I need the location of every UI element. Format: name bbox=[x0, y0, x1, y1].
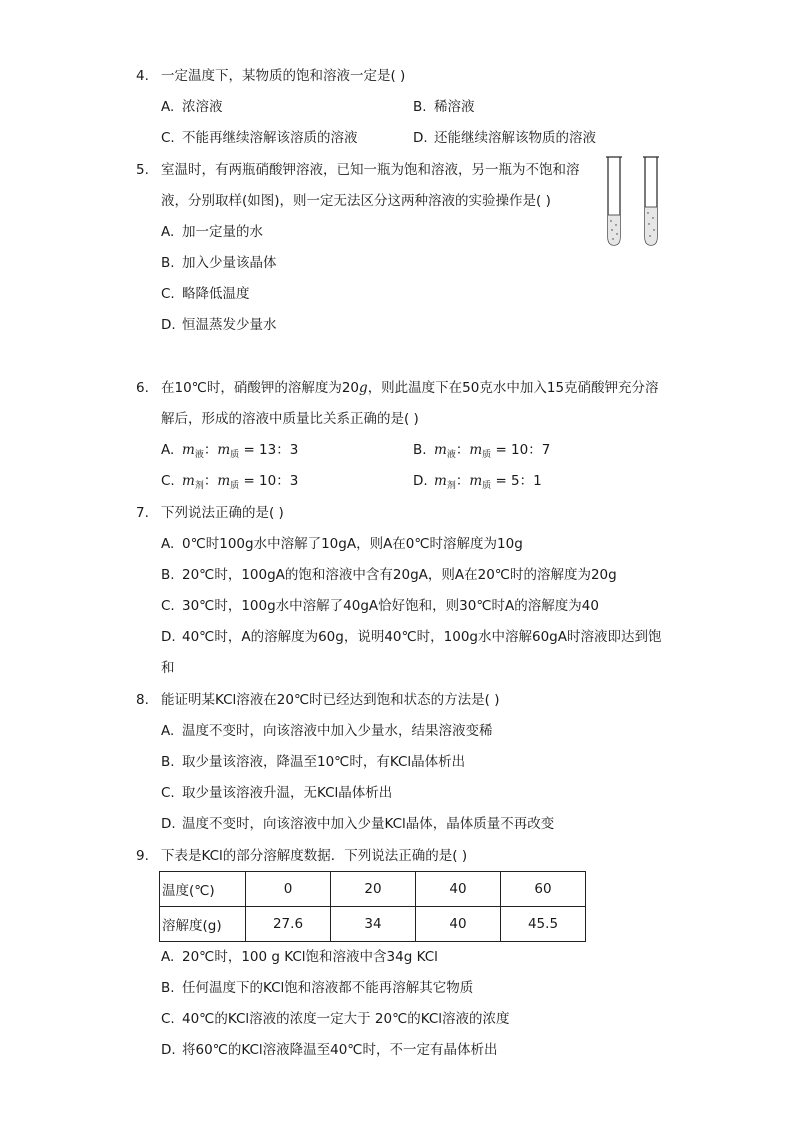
table-cell: 60 bbox=[501, 872, 586, 907]
solubility-table bbox=[159, 871, 586, 942]
question-5-stem-line2: 液，分别取样(如图)，则一定无法区分这两种溶液的实验操作是( ) bbox=[161, 193, 551, 209]
question-5-option-d[interactable]: D. 恒温蒸发少量水 bbox=[161, 317, 277, 333]
question-6-stem-line2: 解后，形成的溶液中质量比关系正确的是( ) bbox=[161, 411, 419, 427]
question-8-option-b[interactable]: B. 取少量该溶液，降温至10℃时，有KCl晶体析出 bbox=[161, 754, 466, 770]
question-5-number: 5. bbox=[136, 162, 149, 178]
question-9-option-a[interactable]: A. 20℃时，100 g KCl饱和溶液中含34g KCl bbox=[161, 949, 438, 965]
table-cell: 40 bbox=[416, 907, 501, 942]
test-tube-right-icon bbox=[643, 157, 659, 245]
question-8-number: 8. bbox=[136, 692, 149, 708]
table-header-temperature: 温度(℃) bbox=[160, 872, 246, 907]
table-cell: 0 bbox=[246, 872, 331, 907]
table-cell: 40 bbox=[416, 872, 501, 907]
table-row-temperature bbox=[160, 872, 586, 907]
question-7-option-a[interactable]: A. 0℃时100g水中溶解了10gA，则A在0℃时溶解度为10g bbox=[161, 536, 523, 552]
question-6-option-b[interactable]: B. $m_液$：$m_质 = 10$：7 bbox=[413, 442, 551, 460]
question-4-option-d[interactable]: D. 还能继续溶解该物质的溶液 bbox=[413, 130, 596, 146]
question-5-option-c[interactable]: C. 略降低温度 bbox=[161, 286, 250, 302]
question-4-option-b[interactable]: B. 稀溶液 bbox=[413, 99, 475, 115]
question-8-option-a[interactable]: A. 温度不变时，向该溶液中加入少量水，结果溶液变稀 bbox=[161, 723, 493, 739]
table-row-solubility bbox=[160, 907, 586, 942]
question-5-stem-line1: 室温时，有两瓶硝酸钾溶液，已知一瓶为饱和溶液，另一瓶为不饱和溶 bbox=[161, 162, 580, 178]
question-9-option-d[interactable]: D. 将60℃的KCl溶液降温至40℃时，不一定有晶体析出 bbox=[161, 1042, 498, 1058]
question-8-option-d[interactable]: D. 温度不变时，向该溶液中加入少量KCl晶体，晶体质量不再改变 bbox=[161, 816, 555, 832]
test-tubes-figure bbox=[600, 155, 670, 250]
question-4-option-c[interactable]: C. 不能再继续溶解该溶质的溶液 bbox=[161, 130, 358, 146]
question-7-option-b[interactable]: B. 20℃时，100gA的饱和溶液中含有20gA，则A在20℃时的溶解度为20g bbox=[161, 567, 617, 583]
question-4-option-a[interactable]: A. 浓溶液 bbox=[161, 99, 223, 115]
question-4-number: 4. bbox=[136, 68, 149, 84]
question-6-option-c[interactable]: C. $m_剂$：$m_质 = 10$：3 bbox=[161, 473, 299, 491]
question-4-stem: 一定温度下，某物质的饱和溶液一定是( ) bbox=[161, 68, 406, 84]
table-header-solubility: 溶解度(g) bbox=[160, 907, 246, 942]
question-6-number: 6. bbox=[136, 380, 149, 396]
question-6-stem-line1: 在10℃时，硝酸钾的溶解度为20g，则此温度下在50克水中加入15克硝酸钾充分溶 bbox=[161, 380, 659, 396]
table-cell: 45.5 bbox=[501, 907, 586, 942]
table-cell: 20 bbox=[331, 872, 416, 907]
question-6-option-d[interactable]: D. $m_剂$：$m_质 = 5$：1 bbox=[413, 473, 542, 491]
table-cell: 27.6 bbox=[246, 907, 331, 942]
question-7-option-d[interactable]: D. 40℃时，A的溶解度为60g，说明40℃时，100g水中溶解60gA时溶液即达到饱 bbox=[161, 629, 662, 645]
test-tube-left-icon bbox=[606, 157, 622, 245]
question-9-option-c[interactable]: C. 40℃的KCl溶液的浓度一定大于 20℃的KCl溶液的浓度 bbox=[161, 1011, 510, 1027]
question-9-number: 9. bbox=[136, 848, 149, 864]
question-8-option-c[interactable]: C. 取少量该溶液升温，无KCl晶体析出 bbox=[161, 785, 393, 801]
question-7-option-c[interactable]: C. 30℃时，100g水中溶解了40gA恰好饱和，则30℃时A的溶解度为40 bbox=[161, 598, 599, 614]
question-7-number: 7. bbox=[136, 505, 149, 521]
question-6-option-a[interactable]: A. $m_液$：$m_质 = 13$：3 bbox=[161, 442, 299, 460]
question-9-option-b[interactable]: B. 任何温度下的KCl饱和溶液都不能再溶解其它物质 bbox=[161, 980, 474, 996]
table-cell: 34 bbox=[331, 907, 416, 942]
question-8-stem: 能证明某KCl溶液在20℃时已经达到饱和状态的方法是( ) bbox=[161, 692, 500, 708]
question-7-stem: 下列说法正确的是( ) bbox=[161, 505, 284, 521]
question-5-option-a[interactable]: A. 加一定量的水 bbox=[161, 224, 263, 240]
question-9-stem: 下表是KCl的部分溶解度数据．下列说法正确的是( ) bbox=[161, 848, 468, 864]
question-5-option-b[interactable]: B. 加入少量该晶体 bbox=[161, 255, 277, 271]
question-7-option-d-continued: 和 bbox=[161, 660, 175, 676]
